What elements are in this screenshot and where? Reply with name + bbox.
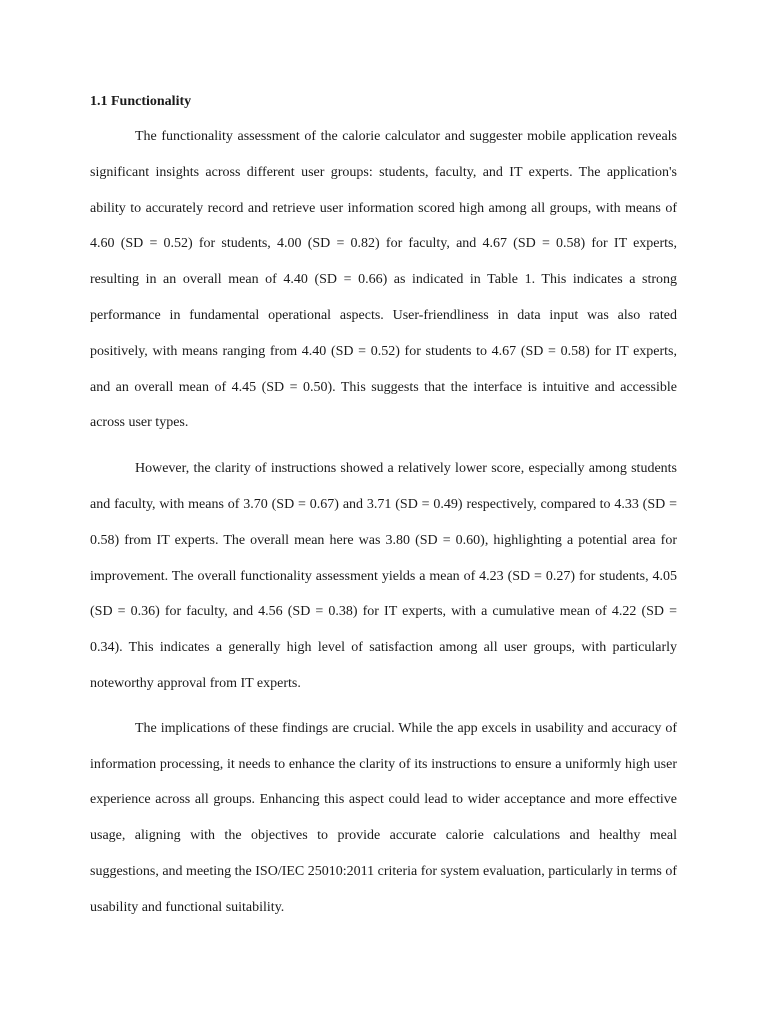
document-page — [90, 92, 677, 926]
section-heading: 1.1 Functionality — [90, 94, 192, 109]
paragraph-functionality-assessment: The functionality assessment of the calorie calculator and suggester mobile application reveals significant insights across different user groups: students, faculty, and IT experts. The application's ability to accurately record and retrieve user information scored high among all groups, with means of 4.60 (SD = 0.52) for students, 4.00 (SD = 0.82) for faculty, and 4.67 (SD = 0.58) for IT experts, resulting in an overall mean of 4.40 (SD = 0.66) as indicated in Table 1. This indicates a strong performance in fundamental operational aspects. User-friendliness in data input was also rated positively, with means ranging from 4.40 (SD = 0.52) for students to 4.67 (SD = 0.58) for IT experts, and an overall mean of 4.45 (SD = 0.50). This suggests that the interface is intuitive and accessible across user types. — [90, 129, 677, 431]
paragraph-clarity-of-instructions: However, the clarity of instructions showed a relatively lower score, especially among students and faculty, with means of 3.70 (SD = 0.67) and 3.71 (SD = 0.49) respectively, compared to 4.33 (SD = 0.58) from IT experts. The overall mean here was 3.80 (SD = 0.60), highlighting a potential area for improvement. The overall functionality assessment yields a mean of 4.23 (SD = 0.27) for students, 4.05 (SD = 0.36) for faculty, and 4.56 (SD = 0.38) for IT experts, with a cumulative mean of 4.22 (SD = 0.34). This indicates a generally high level of satisfaction among all user groups, with particularly noteworthy approval from IT experts. — [90, 461, 677, 691]
paragraph-implications: The implications of these findings are crucial. While the app excels in usability and accuracy of information processing, it needs to enhance the clarity of its instructions to ensure a uniformly high user experience across all groups. Enhancing this aspect could lead to wider acceptance and more effective usage, aligning with the objectives to provide accurate calorie calculations and healthy meal suggestions, and meeting the ISO/IEC 25010:2011 criteria for system evaluation, particularly in terms of usability and functional suitability. — [90, 720, 677, 915]
